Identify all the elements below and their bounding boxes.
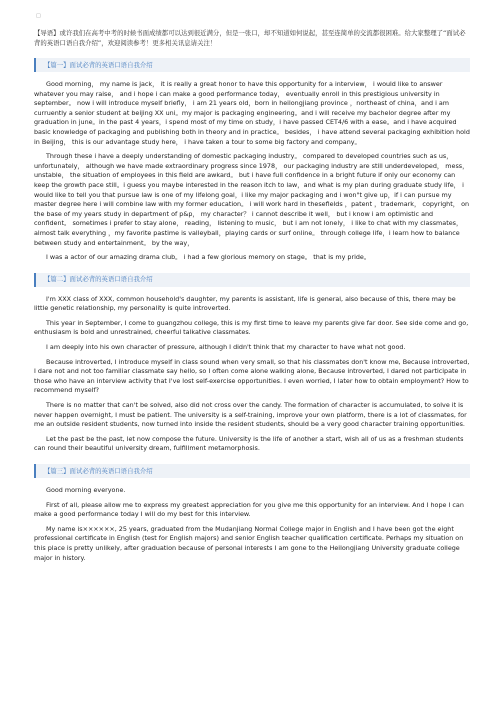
paragraph: Let the past be the past, let now compose the future. University is the life of another a start, wish all of us as a freshman students can round their beautiful university dream, fulfillment metamorphosis. <box>34 434 464 453</box>
section-heading-3 <box>34 464 470 478</box>
paragraph: First of all, please allow me to express my greatest appreciation for you give me this opportunity for an interview. And I hope I can make a good performance today I will do my best for this interview. <box>34 500 464 519</box>
paragraph: Through these i have a deeply understanding of domestic packaging industry。 compared to developed countries such as us， unfortunately， although we have made extraordinary progress since 1978， our packaging industry are still underdeveloped， mess， unstable， the situation of employees in this field are awkard。 but i have full confidence in a bright future if only our economy can keep the growth pace still。i guess you maybe interested in the reason itch to law，and what is my plan during graduate study life， i would like to tell you that pursue law is one of my lifelong goal，i like my major packaging and i won"t give up，if i can pursue my master degree here i will combine law with my former education。 i will work hard in thesefields ，patent ，trademark， copyright， on the base of my years study in department of p&p， my character？ i cannot describe it well， but i know i am optimistic and confident。 sometimes i prefer to stay alone， reading， listening to music， but i am not lonely， i like to chat with my classmates， almost talk everything ，my favorite pastime is valleyball，playing cards or surf online。 through college life，i learn how to balance between study and entertainment。 by the way， <box>34 152 470 247</box>
section-title-1: 【篇一】面试必背的英语口语自我介绍 <box>44 60 153 69</box>
section-heading-2 <box>34 273 470 287</box>
paragraph: Because introverted, I introduce myself in class sound when very small, so that his classmates don't know me, Because introverted, I dare not and not too familiar classmate say hello, so I often come alone walking alone, Because introverted, I dared not participate in those who have an interview activity that I've lost self-exercise opportunities. I even worried, I later how to obtain employment? How to recommend myself? <box>34 357 470 395</box>
paragraph: This year in September, I come to guangzhou college, this is my first time to leave my parents give far door. See side come and go, enthusiasm is bold and unrestrained, cheerful talkative classmates. <box>34 318 469 337</box>
paragraph: There is no matter that can't be solved, also did not cross over the candy. The formation of character is accumulated, to solve it is never happen overnight, I must be patient. The university is a self-training, improve your own platform, there is a lot of classmates, for me an outside resident students, now turned into inside the resident students, should be a very good character training opportunities. <box>34 401 467 429</box>
paragraph: I was a actor of our amazing drama club。 i had a few glorious memory on stage。 that is my pride。 <box>46 253 371 262</box>
section-title-3: 【篇三】面试必背的英语口语自我介绍 <box>44 466 153 475</box>
paragraph: I'm XXX class of XXX, common household's daughter, my parents is assistant, life is general, also because of this, there may be little genetic relationship, my personality is quite introverted. <box>34 294 456 313</box>
corner-mark: □ <box>36 13 41 19</box>
paragraph: Good morning， my name is jack， it is really a great honor to have this opportunity for a interview， i would like to answer whatever you may raise， and i hope i can make a good performance today， eventually enroll in this prestigious university in september。 now i will introduce myself briefly， i am 21 years old，born in heilongjiang province ，northeast of china，and i am curruently a senior student at beijing XX uni。my major is packaging engineering。and i will receive my bachelor degree after my graduation in june。in the past 4 years，i spend most of my time on study，i have passed CET4/6 with a ease。and i have acquired basic knowledge of packaging and publishing both in theory and in practice。 besides， i have attend several packaging exhibition hold in Beijing， this is our advantage study here， i have taken a tour to some big factory and company。 <box>34 80 470 146</box>
paragraph: My name is××××××, 25 years, graduated from the Mudanjiang Normal College major in English and I have been got the eight professional certificate in English (test for English majors) and senior English teacher qualification certificate. Perhaps my situation on this place is pretty unlikely, after graduation because of personal interests I am gone to the Heilongjiang University graduate college major in history. <box>34 524 464 562</box>
section-heading-1 <box>34 58 470 72</box>
intro-paragraph: 【导语】或许我们在高考中考的时候书面成绩都可以达到很近满分，但是一张口，却不知道如何说起，甚至连简单的交流都很困难。给大家整理了“面试必背的英语口语自我介绍”，欢迎阅读参考！更多相关讯息请关注！ <box>34 29 466 47</box>
paragraph: I am deeply into his own character of pressure, although I didn't think that my character to have what not good. <box>46 343 406 352</box>
paragraph: Good morning everyone. <box>46 486 126 494</box>
section-title-2: 【篇二】面试必背的英语口语自我介绍 <box>44 275 153 284</box>
